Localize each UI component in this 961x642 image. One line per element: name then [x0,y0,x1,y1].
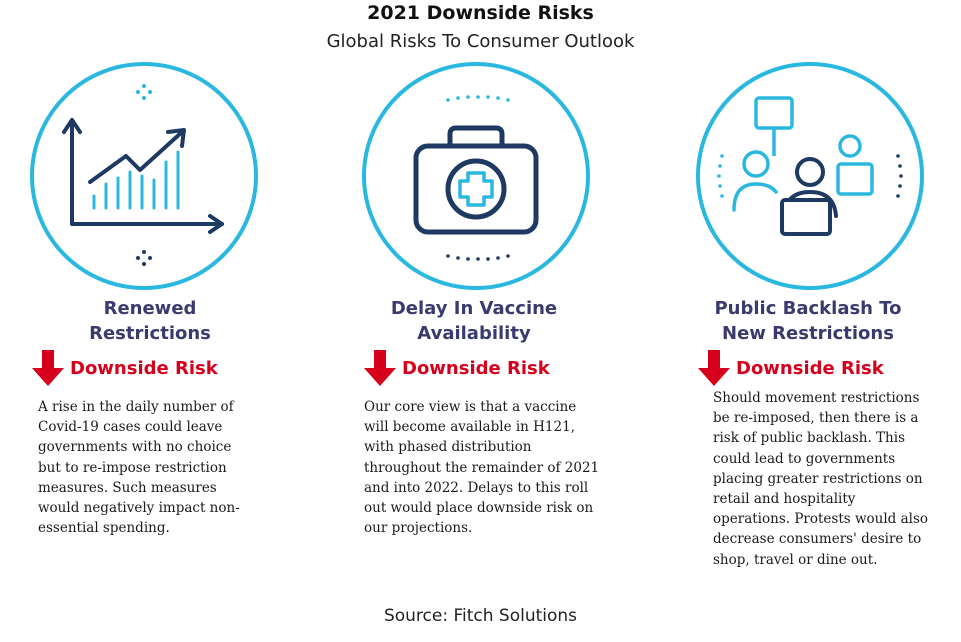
downside-risk-indicator [32,350,218,386]
risk-heading-line1: Renewed [103,298,197,319]
medical-kit-icon [360,60,592,292]
risk-panel-vaccine-delay [324,0,624,600]
down-arrow-icon [32,350,64,386]
risk-panel-public-backlash [660,0,960,600]
protest-crowd-icon [694,60,926,292]
risk-heading-line1: Delay In Vaccine [390,298,558,319]
downside-risk-indicator [364,350,550,386]
risk-heading [324,296,624,346]
down-arrow-icon [364,350,396,386]
infographic-subtitle: Global Risks To Consumer Outlook [326,31,635,52]
risk-description: Should movement restrictions be re-imposed, then there is a risk of public backlash. This could lead to governments placing greater restrictions on retail and hospitality operations. Protests would also decrease consumers' desire to shop, travel or dine out. [713,390,929,568]
risk-heading [0,296,300,346]
risk-heading-line1: Public Backlash To [714,298,902,319]
source-note: Source: Fitch Solutions [383,606,578,626]
risk-heading-line2: New Restrictions [722,323,894,344]
down-arrow-icon [698,350,730,386]
infographic-title: 2021 Downside Risks [367,2,594,24]
risk-heading [658,296,958,346]
risk-description: A rise in the daily number of Covid-19 cases could leave governments with no choice but to re-impose restriction measures. Such measures would negatively impact non-essential spending. [38,399,240,537]
downside-risk-label: Downside Risk [402,357,550,379]
downside-risk-indicator [698,350,884,386]
risk-heading-line2: Availability [417,323,531,344]
downside-risk-label: Downside Risk [70,357,218,379]
rising-chart-icon [28,60,260,292]
risk-heading-line2: Restrictions [89,323,211,344]
downside-risk-label: Downside Risk [736,357,884,379]
risk-panel-renewed-restrictions [0,0,300,600]
risk-description: Our core view is that a vaccine will become available in H121, with phased distribution throughout the remainder of 2021 and into 2022. Delays to this roll out would place downside risk on our projections. [364,399,600,537]
